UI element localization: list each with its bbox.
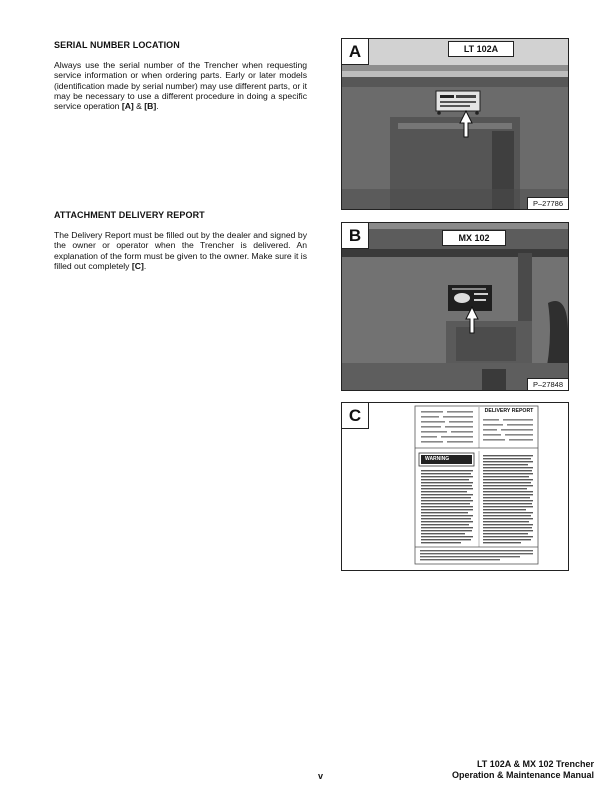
- delivery-report-paragraph: The Delivery Report must be filled out by the dealer and signed by the owner or operator when the Trencher is delivered. An explanation of the form must be given to the owner. Make sure it is filled out completely [C].: [54, 230, 307, 271]
- figure-a-label: LT 102A: [448, 41, 514, 57]
- figure-b-number: P–27848: [527, 378, 568, 390]
- figure-a: [341, 38, 569, 210]
- figure-a-number: P–27786: [527, 197, 568, 209]
- manual-footer: [452, 759, 594, 780]
- figure-c-letter: C: [342, 403, 369, 429]
- figure-b-letter: B: [342, 223, 369, 249]
- figure-a-letter: A: [342, 39, 369, 65]
- delivery-report-form-title: DELIVERY REPORT: [484, 408, 534, 414]
- footer-line-2: Operation & Maintenance Manual: [451, 769, 594, 780]
- footer-line-1: LT 102A & MX 102 Trencher: [476, 759, 594, 769]
- serial-number-heading: SERIAL NUMBER LOCATION: [54, 40, 180, 50]
- figure-b-photo: [342, 223, 568, 390]
- figure-a-photo: [342, 39, 568, 209]
- delivery-report-form: [342, 403, 568, 570]
- page-number: v: [318, 771, 324, 781]
- figure-ref-a: [A]: [121, 101, 134, 112]
- warning-label: WARNING: [425, 456, 450, 462]
- figure-ref-c: [C]: [131, 260, 144, 271]
- figure-b-label: MX 102: [442, 230, 506, 246]
- figure-b: [341, 222, 569, 391]
- figure-c: [341, 402, 569, 571]
- serial-number-paragraph: Always use the serial number of the Trencher when requesting service information or when ordering parts. Early or later models (identification made by serial number) may use different parts, or it may be necessary to use a different procedure in doing a specific service operation [A] & [B].: [54, 60, 307, 112]
- delivery-report-heading: ATTACHMENT DELIVERY REPORT: [54, 210, 205, 220]
- figure-ref-b: [B]: [144, 101, 157, 112]
